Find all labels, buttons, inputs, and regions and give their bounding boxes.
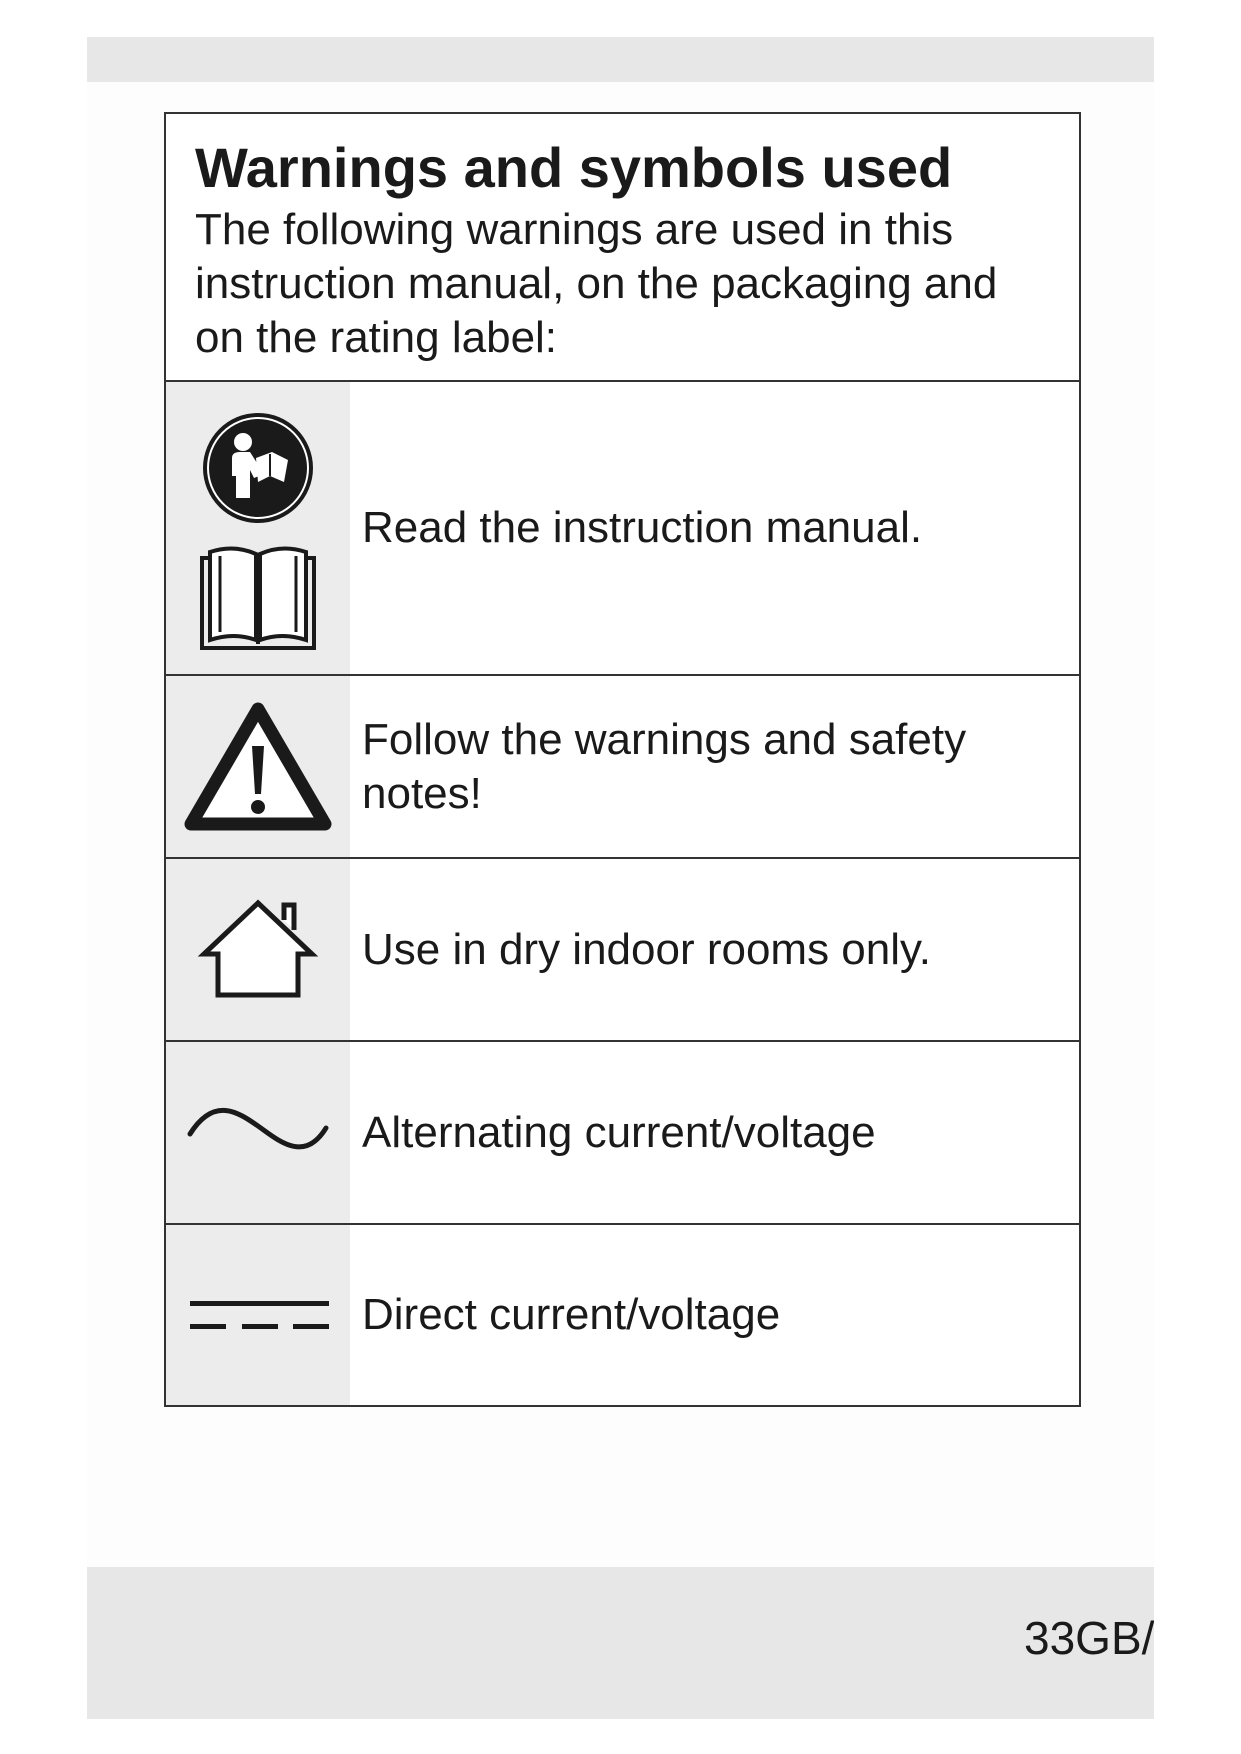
symbol-row (166, 1225, 1079, 1405)
table-header (166, 114, 1079, 382)
symbol-description: Read the instruction manual. (362, 503, 923, 552)
symbol-icon-cell (166, 859, 350, 1040)
symbol-row (166, 382, 1079, 676)
symbol-description: Alternating current/voltage (362, 1107, 876, 1157)
section-title: Warnings and symbols used (195, 136, 953, 199)
symbol-icon-cell (166, 1225, 350, 1405)
symbol-description: Use in dry indoor rooms only. (362, 924, 931, 974)
manual-page (87, 37, 1154, 1719)
section-intro: The following warnings are used in this instruction manual, on the packaging and on the rating label: (195, 205, 998, 362)
symbol-row (166, 676, 1079, 859)
page-number: 33GB/ (1024, 1612, 1154, 1664)
bottom-margin-band (87, 1567, 1154, 1719)
symbols-table (164, 112, 1081, 1407)
symbol-description: Direct current/voltage (362, 1290, 781, 1339)
symbol-description: Follow the warnings and safety notes! (362, 714, 967, 818)
house-icon (166, 859, 350, 1042)
symbol-row (166, 1042, 1079, 1225)
top-margin-band (87, 37, 1154, 82)
alternating-current-icon (166, 1042, 350, 1225)
warning-triangle-icon (166, 676, 350, 859)
symbol-icon-cell (166, 382, 350, 674)
symbol-icon-cell (166, 1042, 350, 1223)
symbol-row (166, 859, 1079, 1042)
symbol-icon-cell (166, 676, 350, 857)
direct-current-icon (166, 1225, 350, 1405)
read-manual-icon (166, 382, 350, 676)
